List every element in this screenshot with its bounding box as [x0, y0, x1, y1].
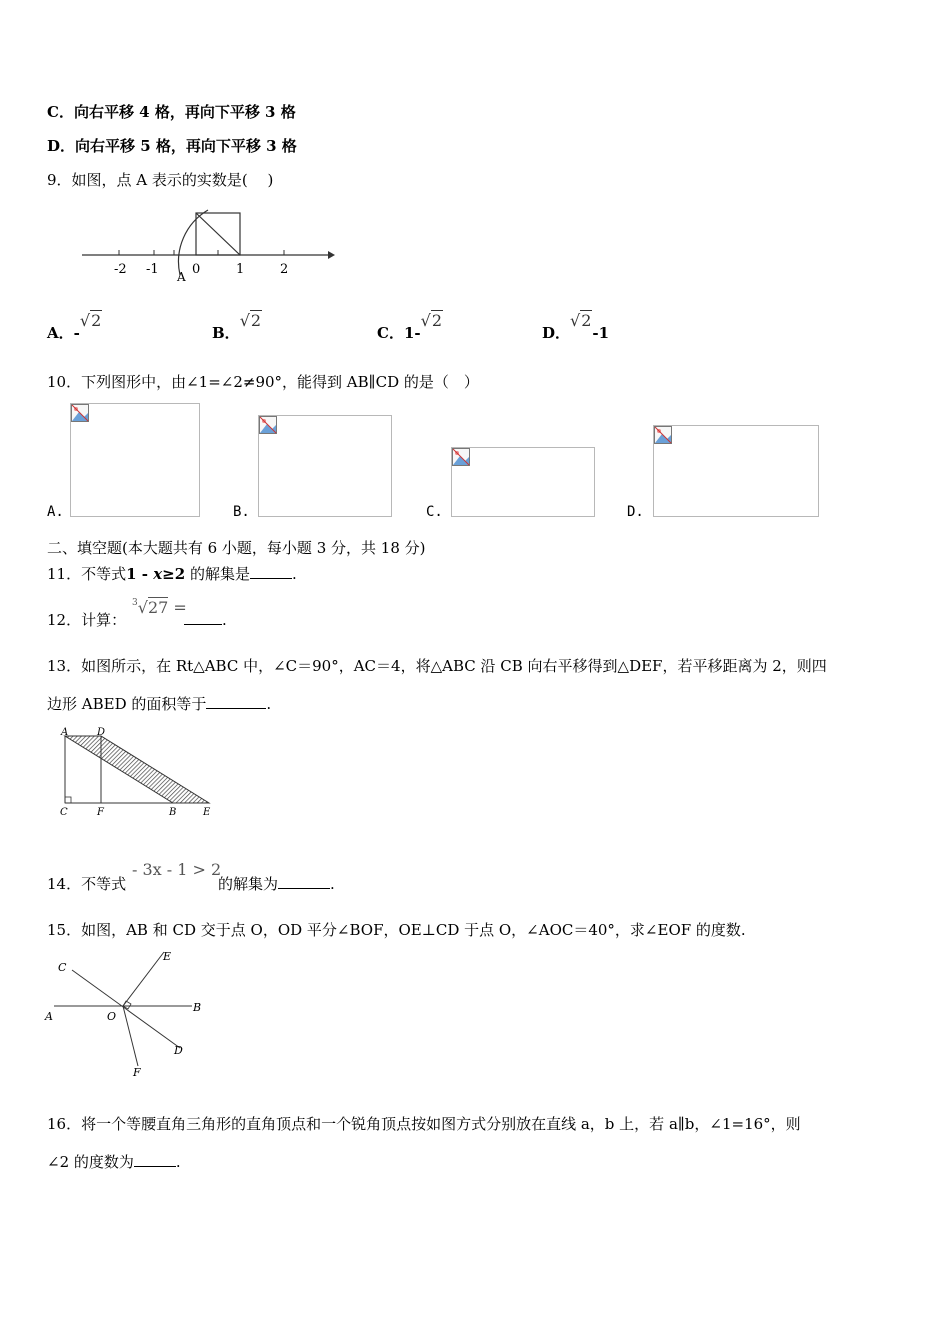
- number-line-arrow: [328, 251, 335, 259]
- q16-stem-line1: 16．将一个等腰直角三角形的直角顶点和一个锐角顶点按如图方式分别放在直线 a，b 上，若 a∥b，∠1=16°，则: [47, 1115, 801, 1133]
- label-f: F: [133, 1066, 141, 1079]
- answer-blank[interactable]: [250, 564, 292, 579]
- tick-label-1: 1: [236, 262, 245, 277]
- q8-option-d: D．向右平移 5 格，再向下平移 3 格: [47, 137, 297, 155]
- label-a: A: [45, 1010, 53, 1023]
- q9-option-a: A．-√2: [47, 311, 102, 342]
- q9-stem: 9．如图，点 A 表示的实数是( ): [47, 171, 274, 189]
- q10-figure-a-placeholder: [70, 403, 200, 517]
- q16-stem-line2: ∠2 的度数为 .: [47, 1153, 181, 1171]
- q10-figure-d-placeholder: [653, 425, 819, 517]
- q10-label-c: C.: [426, 504, 443, 520]
- broken-image-icon: [654, 426, 672, 444]
- label-o: O: [107, 1010, 117, 1023]
- sqrt-2: √2: [79, 311, 102, 330]
- tick-label-neg1: -1: [146, 262, 159, 277]
- q12-cube-root-expression: $^3$√27 =: [132, 597, 187, 617]
- q10-label-d: D.: [627, 504, 644, 520]
- sqrt-2: √2: [420, 311, 443, 330]
- label-e: E: [163, 950, 172, 963]
- right-angle-mark: [65, 797, 71, 803]
- broken-image-icon: [452, 448, 470, 466]
- label-a: A: [61, 727, 69, 738]
- q13-stem-line1: 13．如图所示，在 Rt△ABC 中，∠C＝90°，AC＝4，将△ABC 沿 CB 向右平移得到△DEF，若平移距离为 2，则四: [47, 657, 827, 675]
- answer-blank[interactable]: [184, 610, 222, 625]
- line-cd: [72, 970, 180, 1048]
- tick-label-neg2: -2: [114, 262, 127, 277]
- answer-blank[interactable]: [134, 1152, 176, 1167]
- q15-intersecting-lines-figure: [42, 948, 217, 1083]
- q13-trapezoid-figure: [55, 724, 220, 824]
- ray-of: [123, 1006, 138, 1066]
- section-2-heading: 二、填空题(本大题共有 6 小题，每小题 3 分，共 18 分): [47, 539, 426, 557]
- q14-stem-suffix: 的解集为 .: [218, 875, 335, 893]
- q8-option-c: C．向右平移 4 格，再向下平移 3 格: [47, 103, 296, 121]
- label-b: B: [169, 807, 177, 818]
- sqrt-2: √2: [570, 311, 592, 330]
- label-d: D: [174, 1044, 183, 1057]
- q10-label-a: A.: [47, 504, 64, 520]
- q9-option-c: C．1-√2: [377, 311, 443, 342]
- square-diagonal: [196, 213, 240, 255]
- label-c: C: [58, 961, 67, 974]
- label-e: E: [203, 807, 211, 818]
- broken-image-icon: [259, 416, 277, 434]
- q10-figure-c-placeholder: [451, 447, 595, 517]
- q12-stem: 12．计算：: [47, 611, 127, 629]
- shaded-parallelogram-abed: [65, 736, 209, 803]
- answer-blank[interactable]: [206, 694, 266, 709]
- q14-inequality-expression: - 3x - 1 > 2: [132, 860, 222, 879]
- q10-stem: 10．下列图形中，由∠1=∠2≠90°，能得到 AB∥CD 的是（ ）: [47, 373, 479, 391]
- q9-option-d: D．√2-1: [542, 311, 610, 342]
- ray-oe: [123, 952, 164, 1006]
- q10-label-b: B.: [233, 504, 250, 520]
- label-c: C: [60, 807, 68, 818]
- label-f: F: [97, 807, 104, 818]
- label-b: B: [193, 1001, 202, 1014]
- q10-figure-b-placeholder: [258, 415, 392, 517]
- answer-blank[interactable]: [278, 874, 330, 889]
- q11-stem: 11．不等式1 - x≥2 的解集是 .: [47, 565, 297, 583]
- q15-stem: 15．如图，AB 和 CD 交于点 O，OD 平分∠BOF，OE⊥CD 于点 O，∠AOC＝40°，求∠EOF 的度数.: [47, 921, 746, 939]
- q14-stem-prefix: 14．不等式: [47, 875, 127, 893]
- q9-number-line-figure: [78, 205, 338, 285]
- label-d: D: [97, 727, 106, 738]
- q12-answer-area: .: [184, 610, 227, 630]
- tick-label-0: 0: [192, 262, 201, 277]
- sqrt-2: √2: [239, 311, 262, 330]
- point-a-label: A: [177, 270, 186, 284]
- q13-stem-line2: 边形 ABED 的面积等于 .: [47, 695, 272, 713]
- tick-label-2: 2: [280, 262, 289, 277]
- q9-option-b: B．√2: [212, 311, 262, 342]
- broken-image-icon: [71, 404, 89, 422]
